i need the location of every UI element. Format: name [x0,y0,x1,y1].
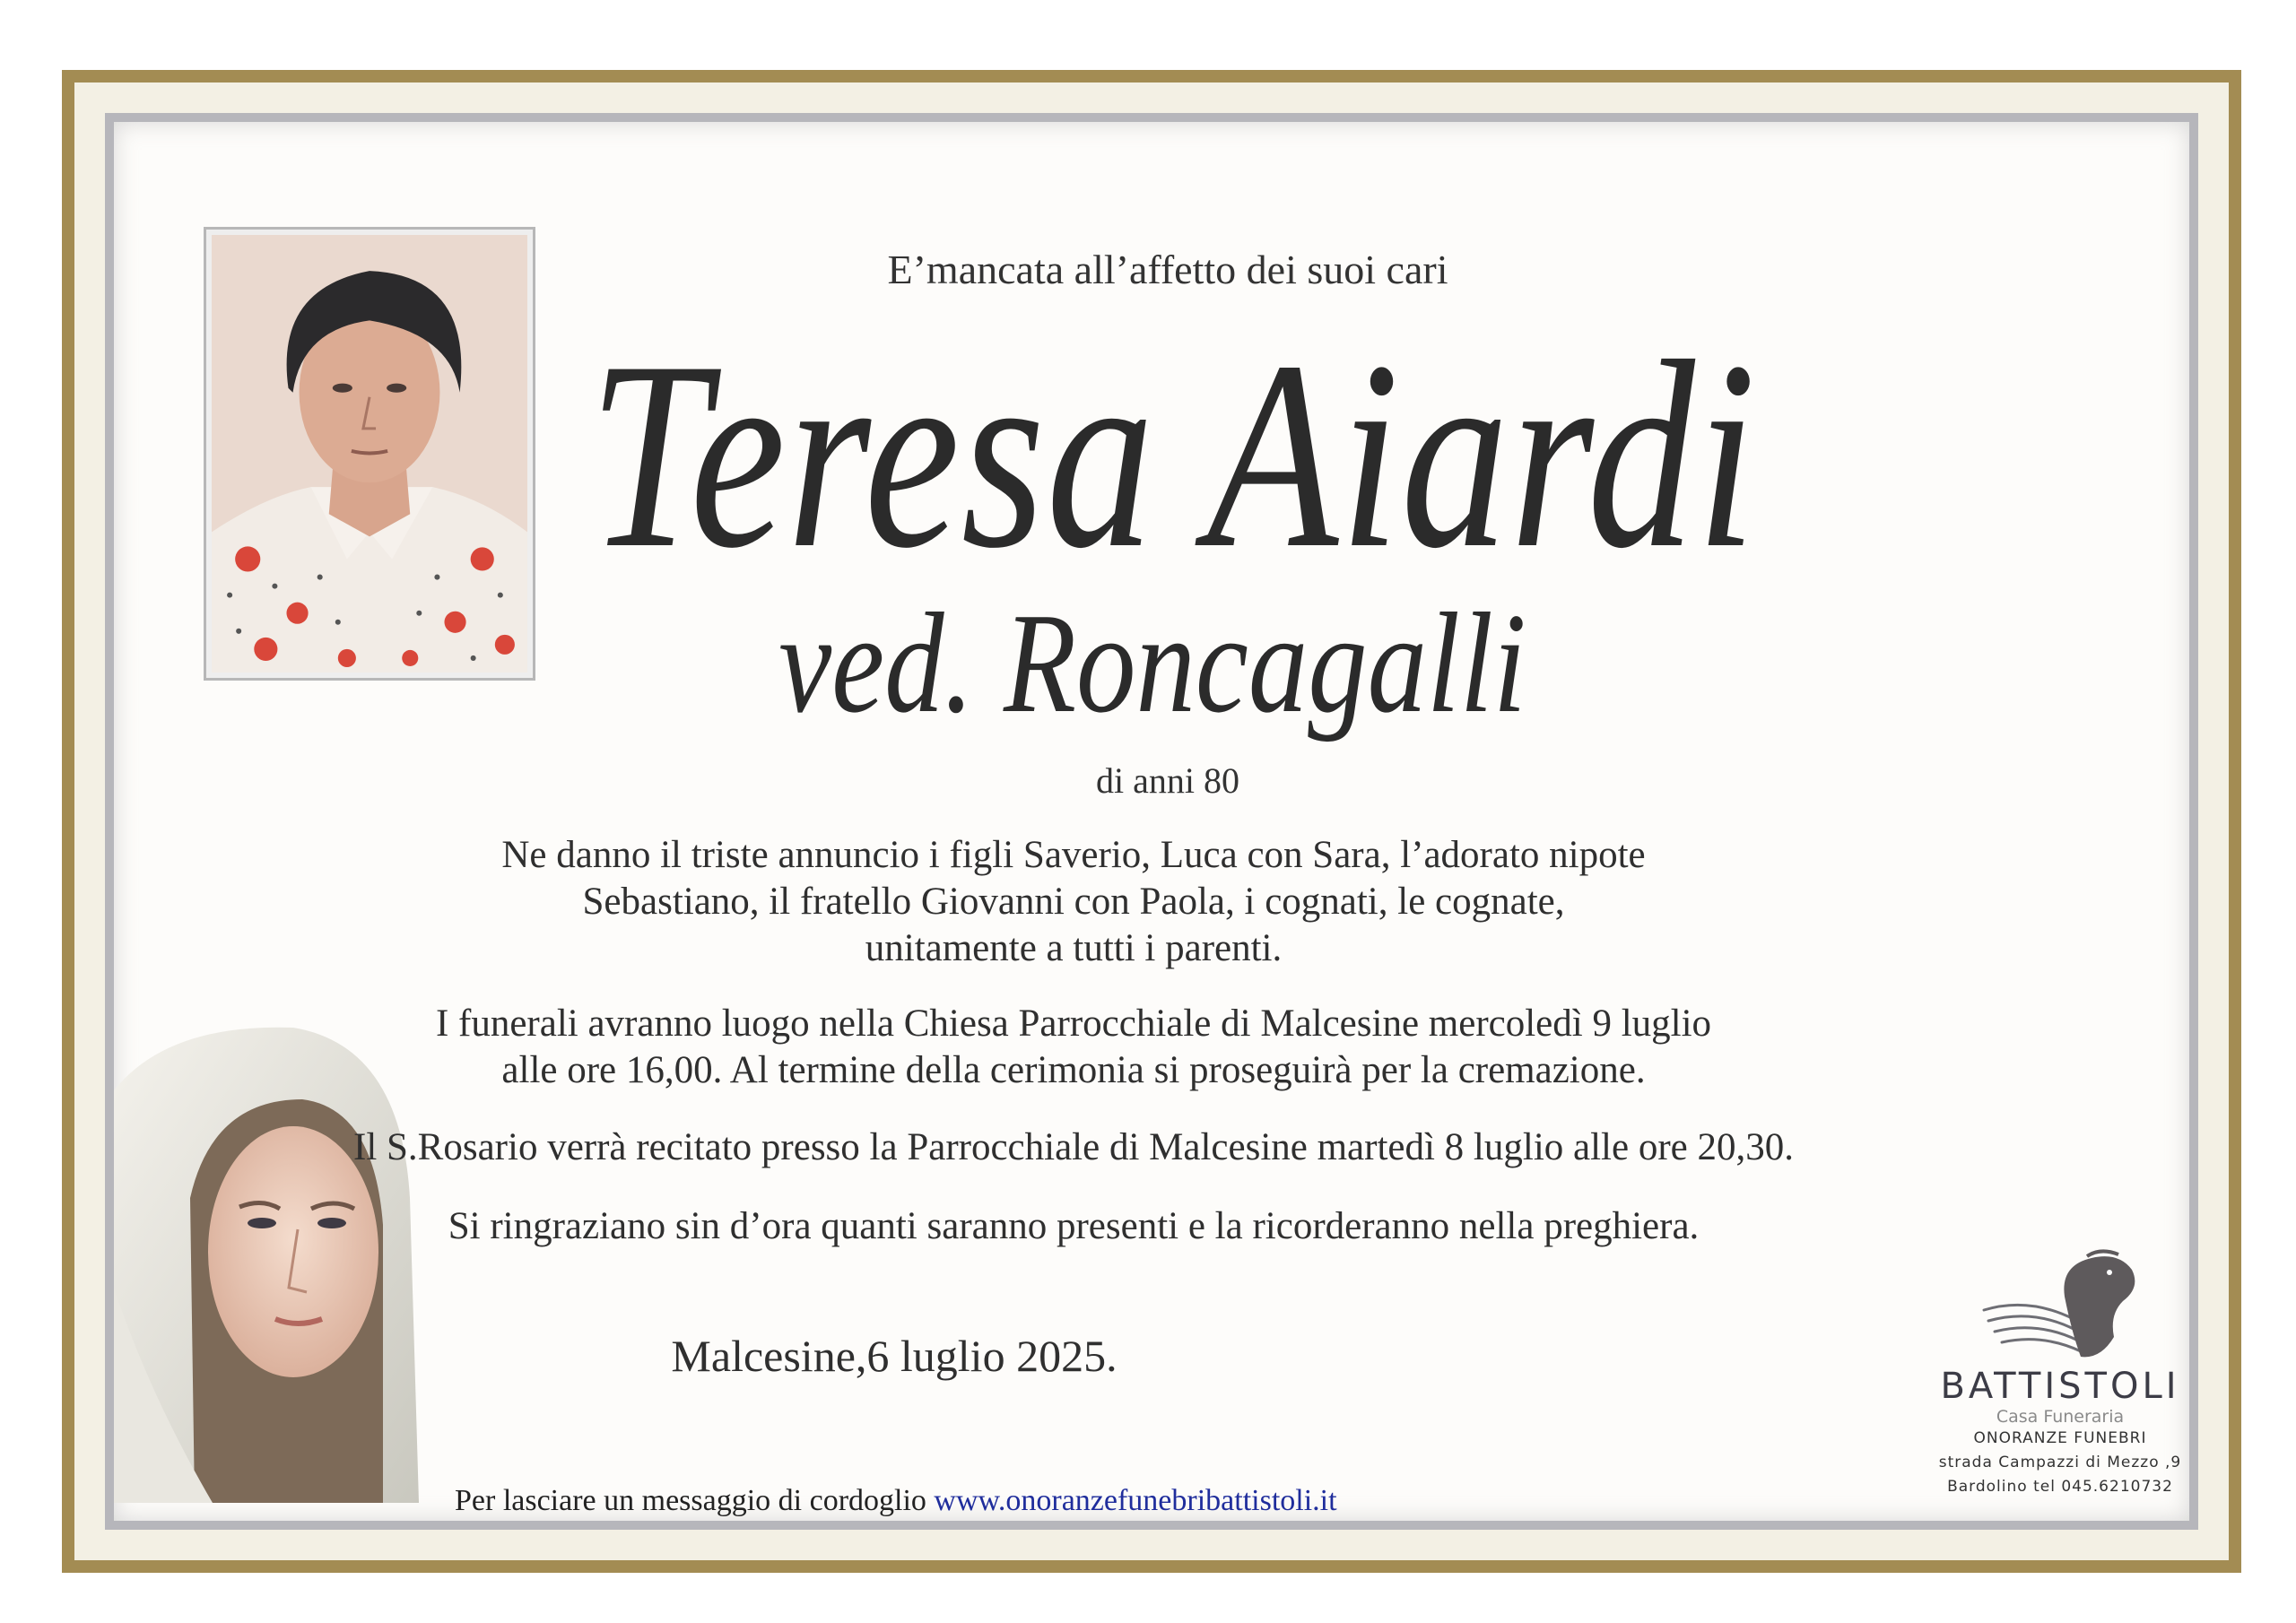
announcement-paragraph [356,832,1791,972]
frame-border [62,70,2241,1573]
thanks-paragraph [356,1203,1791,1250]
condolence-footer [455,1484,1337,1518]
funeral-line: alle ore 16,00. Al termine della cerimonia si proseguirà per la cremazione. [501,1049,1646,1091]
logo-brand: BATTISTOLI [1940,1366,2180,1407]
rosary-line: Il S.Rosario verrà recitato presso la Parrocchiale di Malcesine martedì 8 luglio alle ore 20,30. [353,1126,1794,1168]
place-date-text: Malcesine,6 luglio 2025. [671,1331,1118,1381]
announcement-line: Sebastiano, il fratello Giovanni con Paola, i cognati, le cognate, [582,881,1565,923]
condolence-message: Per lasciare un messaggio di cordoglio [455,1484,935,1517]
funeral-line: I funerali avranno luogo nella Chiesa Parrocchiale di Malcesine mercoledì 9 luglio [435,1002,1712,1045]
logo-subtitle: Casa Funeraria [1996,1407,2125,1427]
funeral-home-logo [1917,1247,2189,1499]
place-date [356,1332,1432,1379]
announcement-line: Ne danno il triste annuncio i figli Saverio, Luca con Sara, l’adorato nipote [501,834,1646,876]
frame-inner-border [105,113,2198,1530]
thanks-line: Si ringraziano sin d’ora quanti saranno presenti e la ricorderanno nella preghiera. [448,1205,1700,1247]
notice-card [114,122,2189,1521]
funeral-paragraph [356,1001,1791,1094]
eagle-icon [1975,1247,2145,1364]
logo-address: strada Campazzi di Mezzo ,9 [1938,1454,2182,1471]
frame-mat [74,82,2229,1560]
announcement-line: unitamente a tutti i parenti. [865,927,1283,969]
rosary-paragraph [311,1124,1836,1171]
condolence-link[interactable]: www.onoranzefunebribattistoli.it [934,1484,1337,1517]
logo-service: ONORANZE FUNEBRI [1973,1429,2147,1447]
deceased-widow-name: ved. Roncagalli [778,583,1526,742]
deceased-age: di anni 80 [1096,760,1239,801]
intro-text: E’mancata all’affetto dei suoi cari [887,247,1448,292]
logo-phone: Bardolino tel 045.6210732 [1947,1478,2173,1496]
deceased-name: Teresa Aiardi [588,306,1758,603]
